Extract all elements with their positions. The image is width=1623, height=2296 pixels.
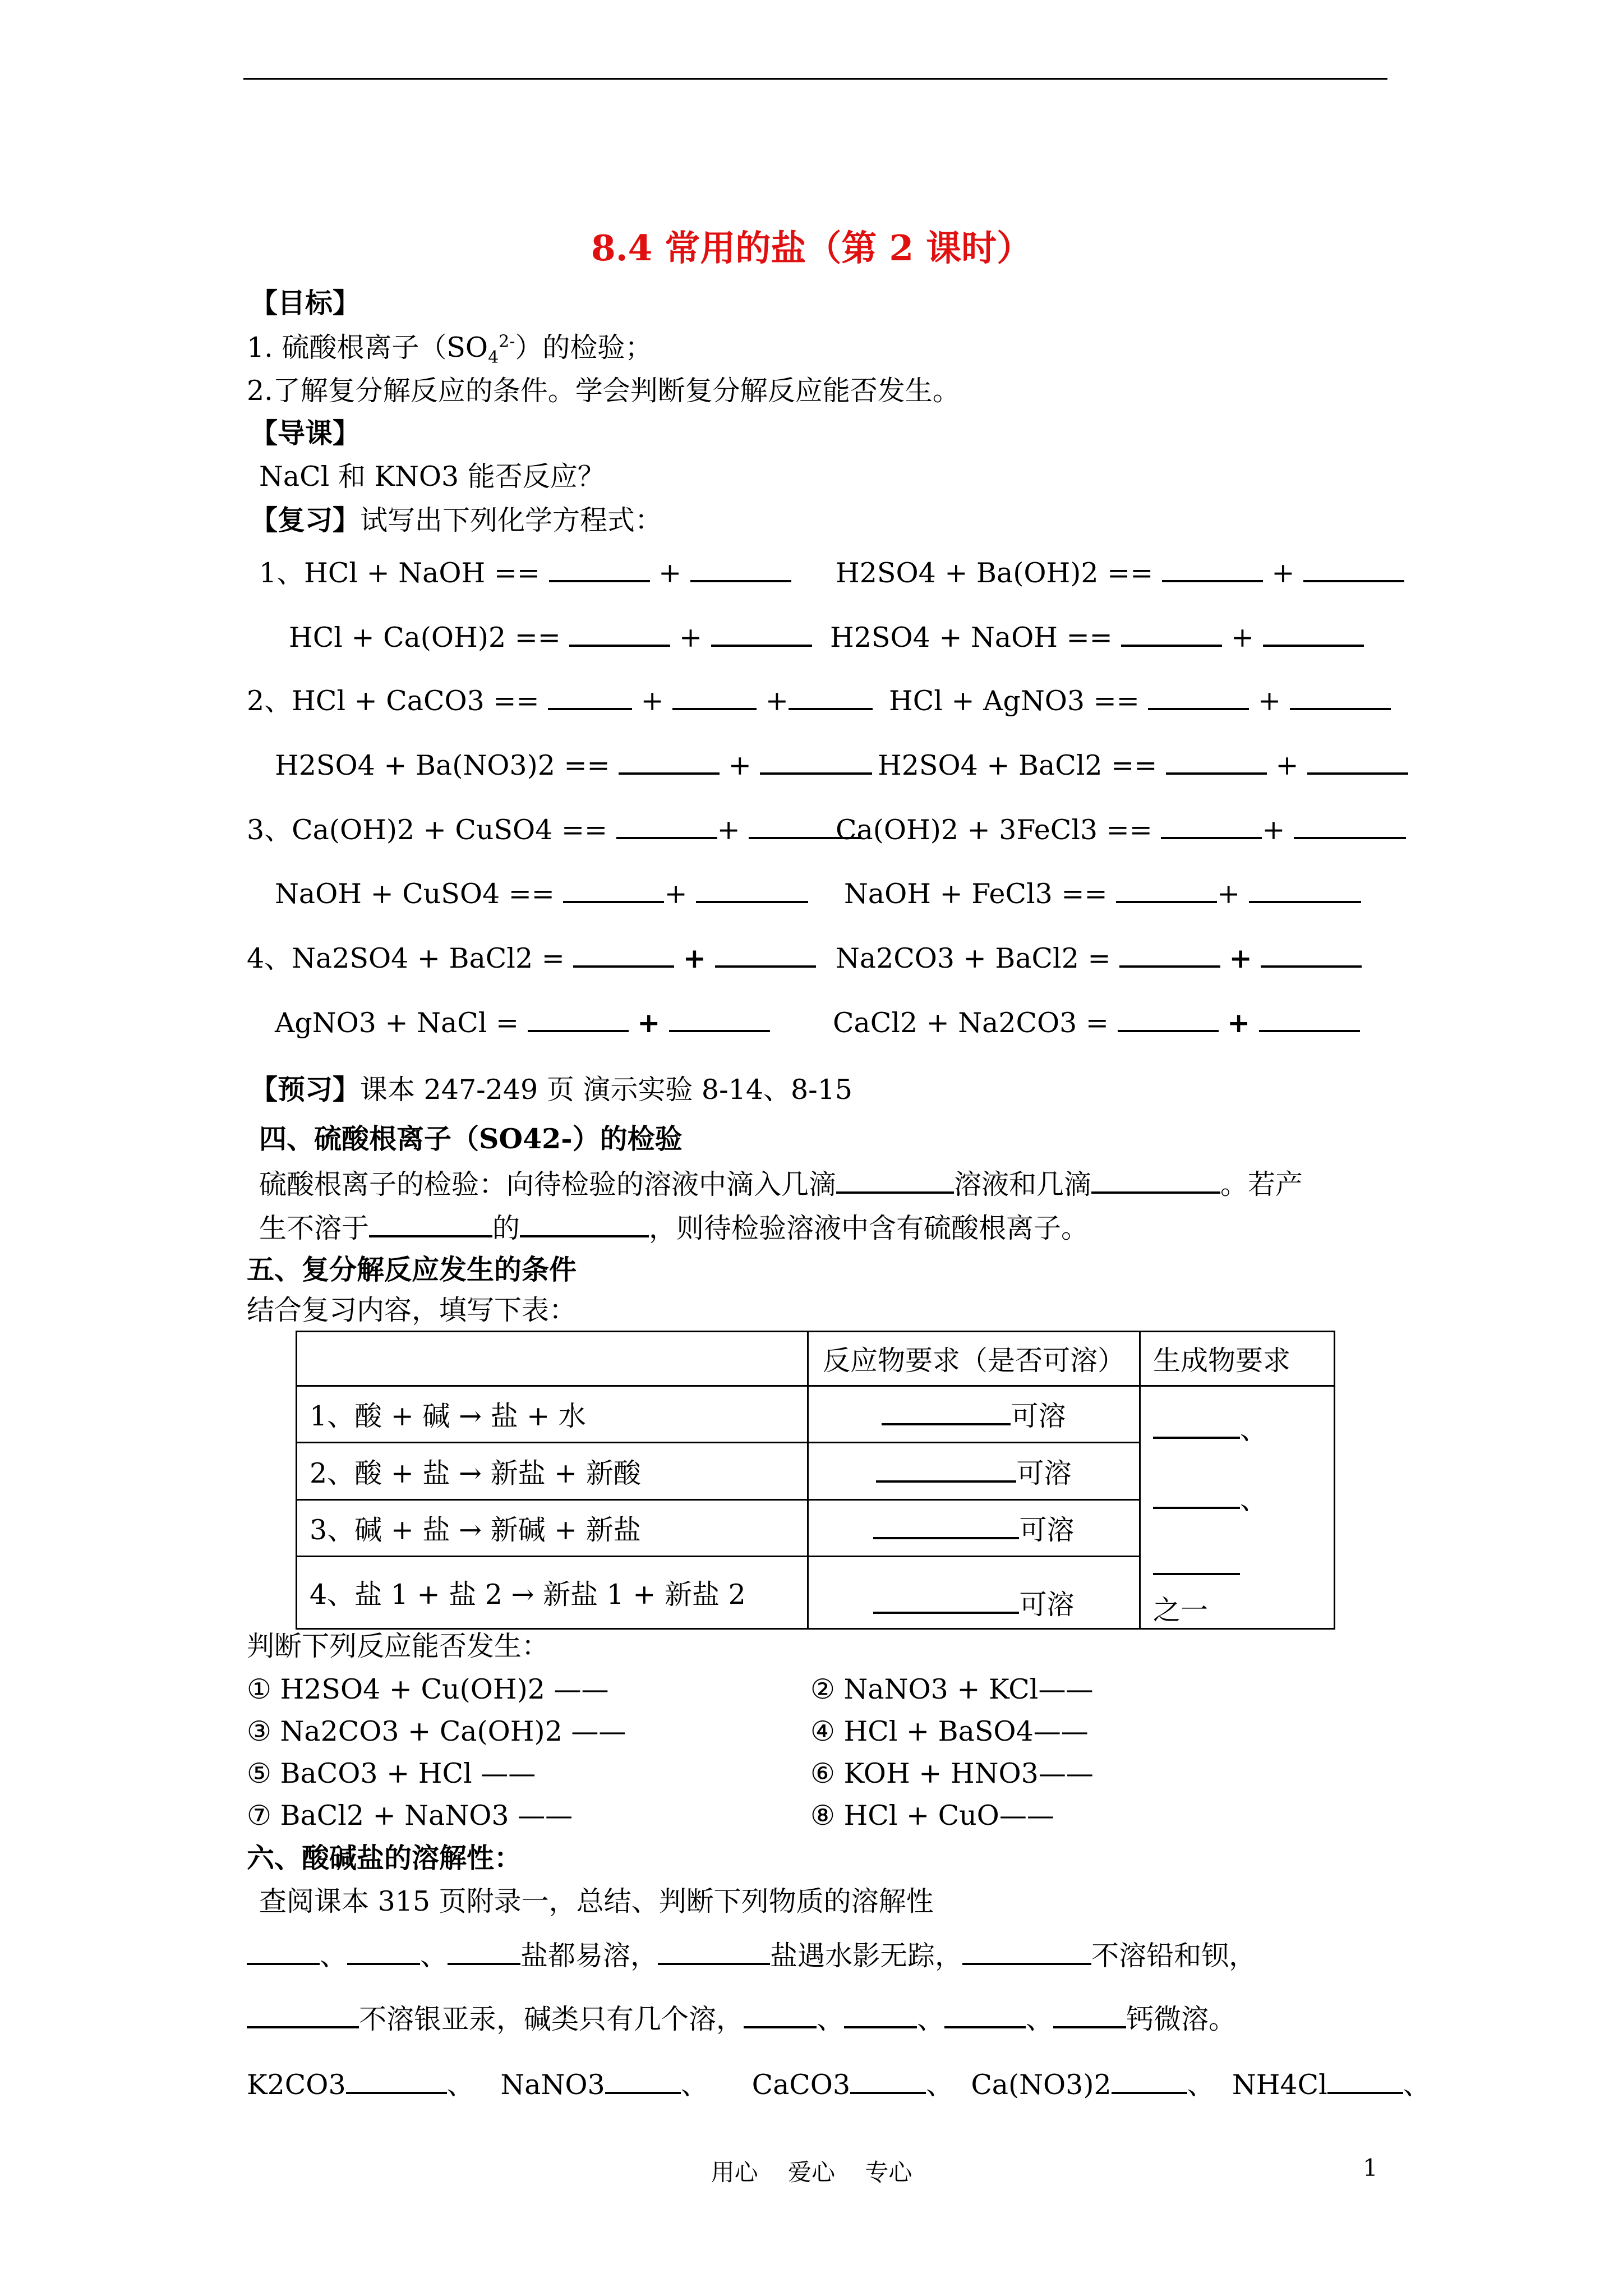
section6-heading: 六、酸碱盐的溶解性： <box>247 1842 522 1874</box>
equation-3a: 3、Ca(OH)2 + CuSO4 == + <box>247 812 861 847</box>
reaction-5: ⑤ BaCO3 + HCl —— <box>247 1757 536 1789</box>
reaction-7: ⑦ BaCl2 + NaNO3 —— <box>247 1800 573 1832</box>
objective-item-2: 2.了解复分解反应的条件。学会判断复分解反应能否发生。 <box>247 375 960 407</box>
reaction-type: 4、盐 1 + 盐 2 → 新盐 1 + 新盐 2 <box>297 1557 808 1629</box>
reactant-cell: 可溶 <box>808 1499 1140 1556</box>
judge-intro: 判断下列反应能否发生： <box>247 1630 550 1662</box>
objective-item-1: 1. 硫酸根离子$(SO_4^{2-})$的检验； <box>247 332 653 367</box>
equation-2a: 2、HCl + CaCO3 == + + <box>247 683 873 718</box>
section4-line1: 硫酸根离子的检验：向待检验的溶液中滴入几滴 溶液和几滴 。若产 <box>259 1167 1303 1202</box>
section4-line2: 生不溶于 的 ，则待检验溶液中含有硫酸根离子。 <box>259 1211 1089 1245</box>
reaction-2: ② NaNO3 + KCl—— <box>810 1673 1094 1705</box>
section5-heading: 五、复分解反应发生的条件 <box>247 1253 577 1286</box>
equation-4a: 4、Na2SO4 + BaCl2 = + <box>247 941 816 976</box>
section6-intro: 查阅课本 315 页附录一，总结、判断下列物质的溶解性 <box>259 1885 934 1917</box>
equation-2c: H2SO4 + Ba(NO3)2 == + <box>275 748 872 783</box>
reaction-1: ① H2SO4 + Cu(OH)2 —— <box>247 1673 609 1705</box>
equation-3b: Ca(OH)2 + 3FeCl3 == + <box>836 812 1406 847</box>
reaction-type: 1、酸 + 碱 → 盐 + 水 <box>297 1386 808 1443</box>
conditions-table <box>296 1331 1335 1630</box>
reaction-4: ④ HCl + BaSO4—— <box>810 1715 1089 1747</box>
review-heading: 【复习】试写出下列化学方程式： <box>250 504 663 536</box>
reactant-cell: 可溶 <box>808 1386 1140 1443</box>
equation-4d: CaCl2 + Na2CO3 = + <box>833 1005 1360 1040</box>
compound-list: K2CO3 、 NaNO3 、 CaCO3 、 Ca(NO3)2 、 NH4Cl 、 <box>247 2067 1431 2102</box>
solubility-line-1: 、 、 盐都易溶， 盐遇水影无踪， 不溶铅和钡， <box>247 1938 1256 1973</box>
page-number: 1 <box>1363 2154 1378 2182</box>
equation-4b: Na2CO3 + BaCl2 = + <box>836 941 1362 976</box>
objective-heading: 【目标】 <box>250 287 361 319</box>
preview-line: 【预习】课本 247-249 页 演示实验 8-14、8-15 <box>250 1073 853 1106</box>
reaction-8: ⑧ HCl + CuO—— <box>810 1800 1054 1832</box>
equation-3d: NaOH + FeCl3 == + <box>844 876 1361 911</box>
equation-3c: NaOH + CuSO4 == + <box>275 876 808 911</box>
product-column-header: 生成物要求 <box>1140 1332 1335 1386</box>
product-cell: 、 、 之一 <box>1140 1386 1335 1629</box>
reactant-cell: 可溶 <box>808 1443 1140 1499</box>
reaction-type: 2、酸 + 盐 → 新盐 + 新酸 <box>297 1443 808 1499</box>
table-row <box>297 1332 1335 1386</box>
reactant-cell: 可溶 <box>808 1557 1140 1629</box>
equation-1c: HCl + Ca(OH)2 == + <box>289 620 812 655</box>
reaction-3: ③ Na2CO3 + Ca(OH)2 —— <box>247 1715 626 1747</box>
reaction-6: ⑥ KOH + HNO3—— <box>810 1757 1094 1789</box>
equation-2d: H2SO4 + BaCl2 == + <box>878 748 1408 783</box>
reaction-type: 3、碱 + 盐 → 新碱 + 新盐 <box>297 1499 808 1556</box>
solubility-line-2: 不溶银亚汞，碱类只有几个溶， 、 、 、 钙微溶。 <box>247 2001 1236 2036</box>
intro-question: NaCl 和 KNO3 能否反应？ <box>259 461 605 493</box>
table-row <box>297 1386 1335 1443</box>
equation-4c: AgNO3 + NaCl = + <box>275 1005 770 1040</box>
page-title: 8.4 常用的盐（第 2 课时） <box>591 227 1032 269</box>
equation-2b: HCl + AgNO3 == + <box>889 683 1391 718</box>
top-rule <box>243 78 1387 80</box>
section4-heading: 四、硫酸根离子（SO42-）的检验 <box>259 1122 683 1155</box>
section5-intro: 结合复习内容，填写下表： <box>247 1294 577 1326</box>
page-footer: 用心 爱心 专心 <box>711 2159 912 2186</box>
equation-1d: H2SO4 + NaOH == + <box>830 620 1364 655</box>
equation-1a: 1、HCl + NaOH == + <box>259 555 791 590</box>
reactant-column-header: 反应物要求（是否可溶） <box>808 1332 1140 1386</box>
equation-1b: H2SO4 + Ba(OH)2 == + <box>836 555 1404 590</box>
intro-heading: 【导课】 <box>250 417 361 449</box>
